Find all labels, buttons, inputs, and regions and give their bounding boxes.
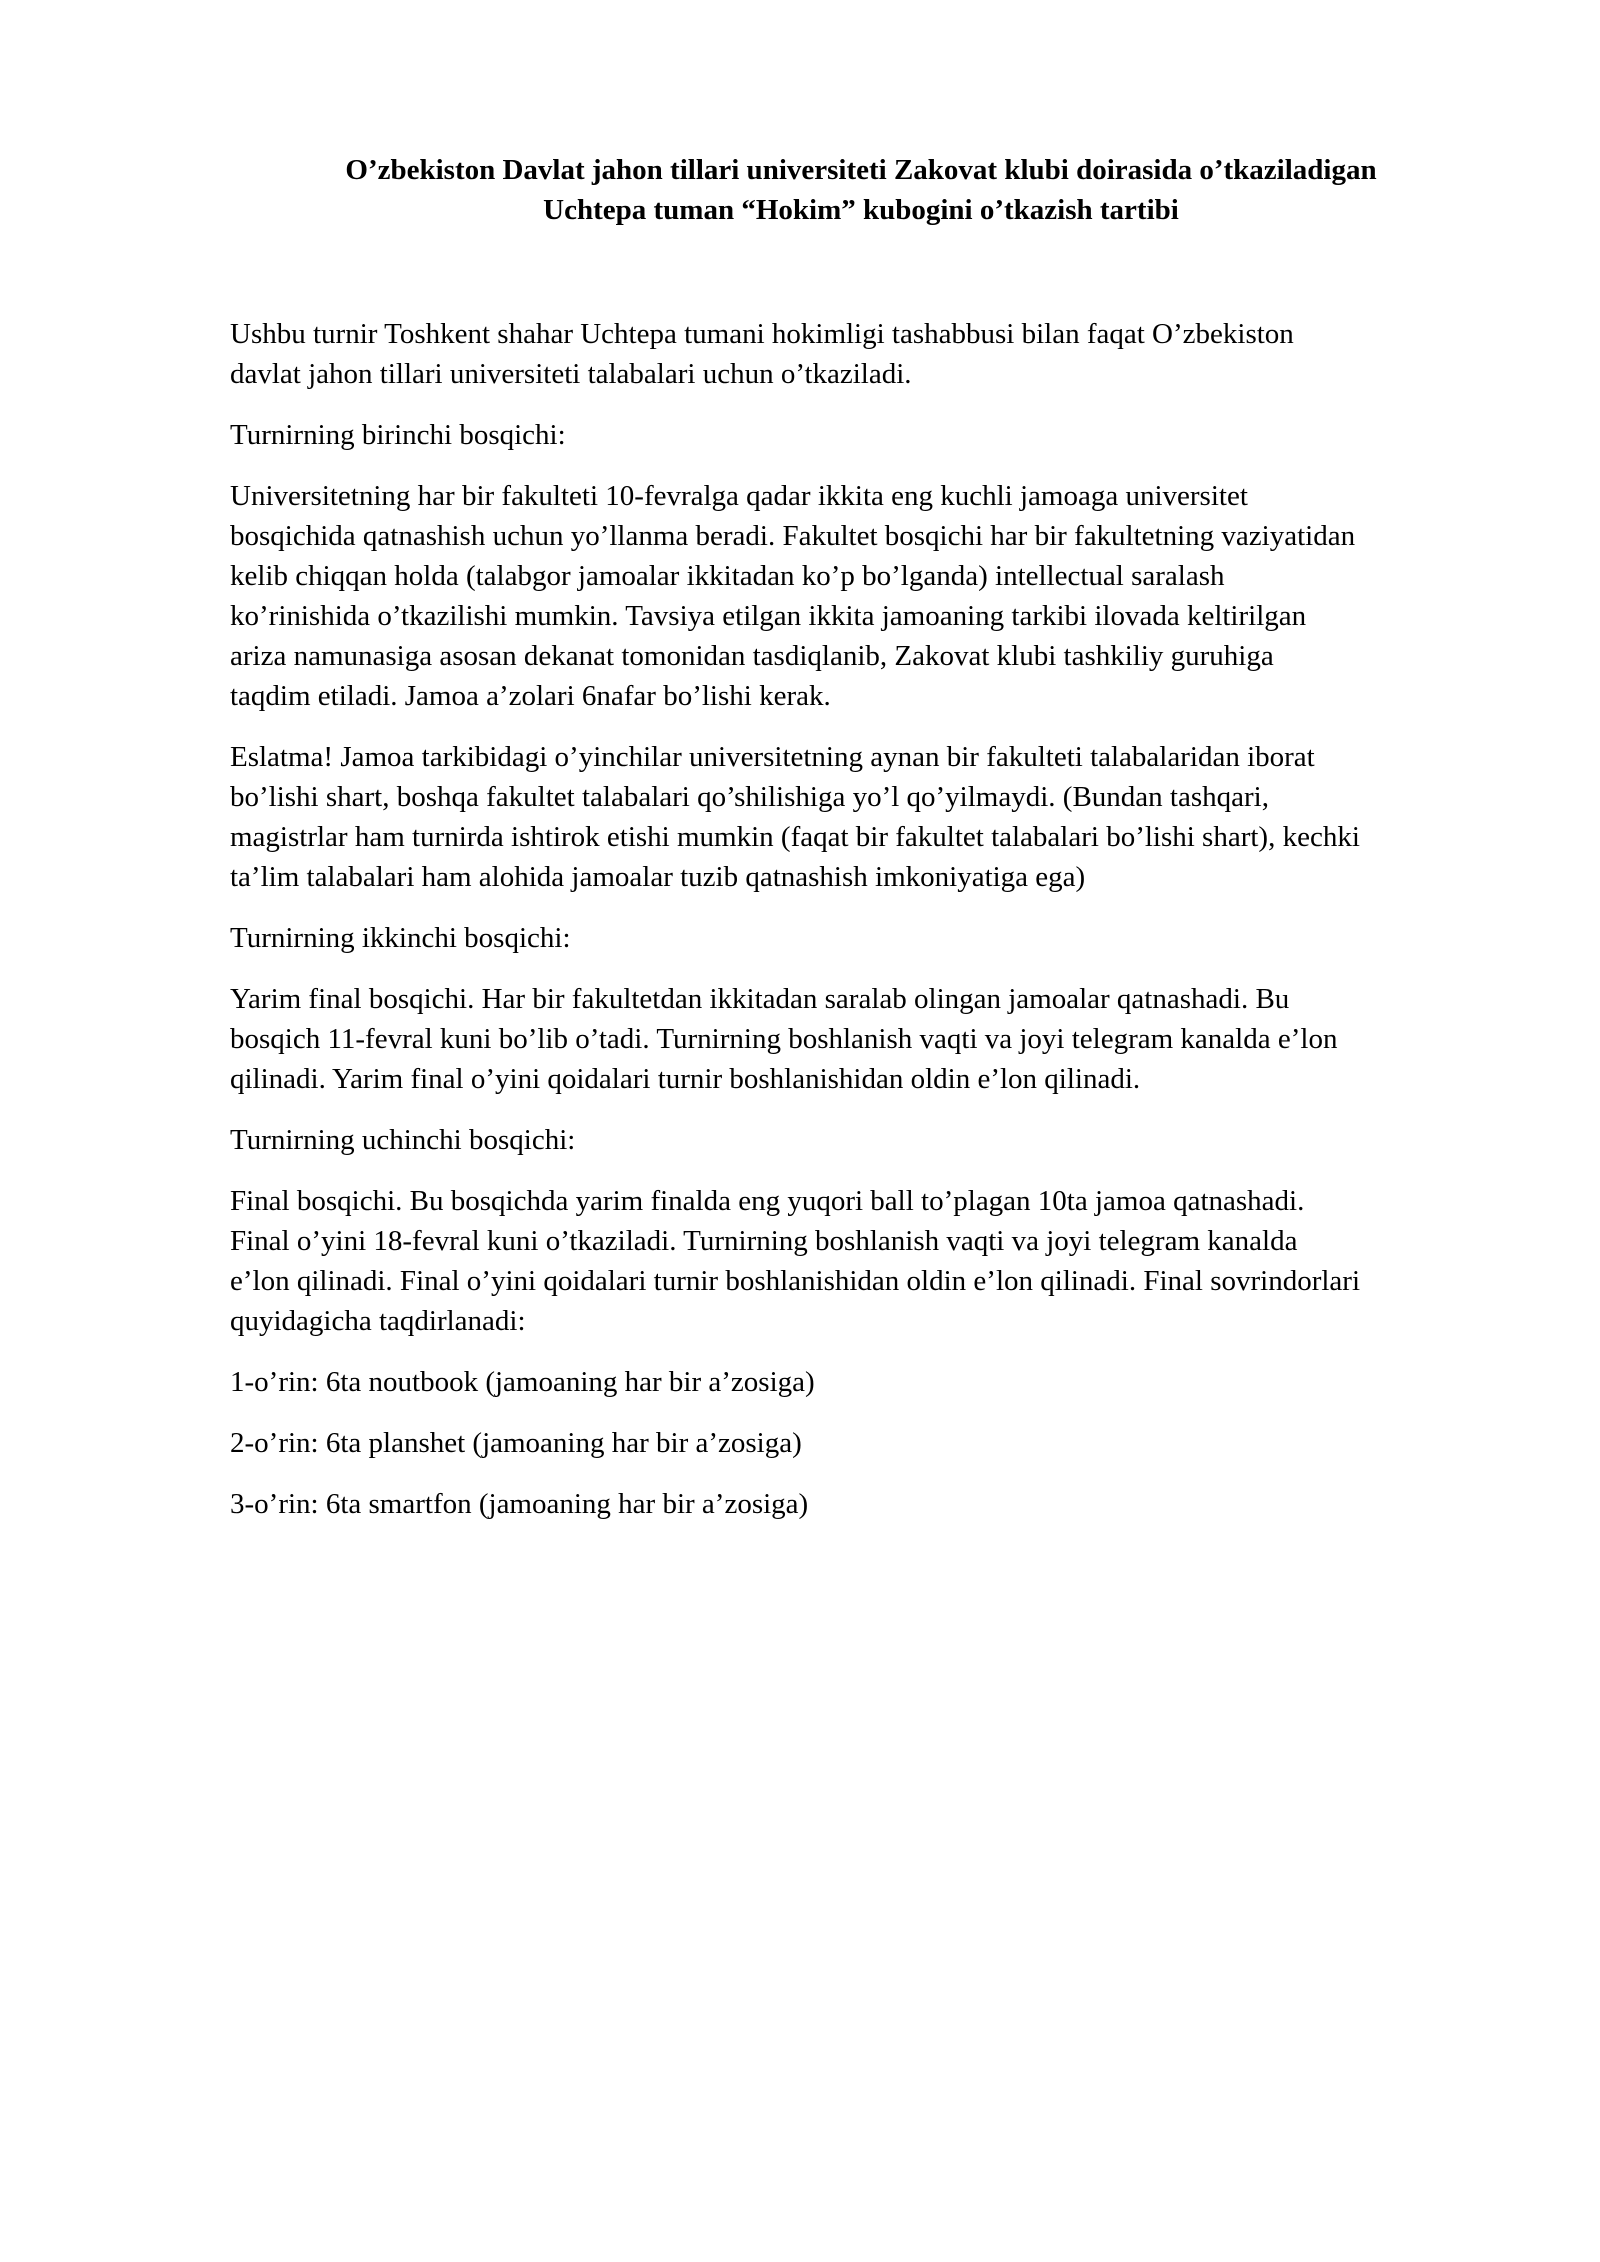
document-body [230,314,1492,1545]
text-line: Final o’yini 18-fevral kuni o’tkaziladi. Turnirning boshlanish vaqti va joyi telegram kanalda [230,1225,1298,1257]
text-line: qilinadi. Yarim final o’yini qoidalari turnir boshlanishidan oldin e’lon qilinadi. [230,1063,1141,1095]
paragraph [230,415,1492,455]
text-line: Yarim final bosqichi. Har bir fakultetdan ikkitadan saralab olingan jamoalar qatnashadi. Bu [230,983,1290,1015]
text-line: e’lon qilinadi. Final o’yini qoidalari turnir boshlanishidan oldin e’lon qilinadi. Final sovrindorlari [230,1265,1361,1297]
text-line: taqdim etiladi. Jamoa a’zolari 6nafar bo’lishi kerak. [230,680,831,712]
paragraph [230,476,1492,716]
text-line: ariza namunasiga asosan dekanat tomonidan tasdiqlanib, Zakovat klubi tashkiliy guruhiga [230,640,1274,672]
paragraph [230,979,1492,1099]
text-line: kelib chiqqan holda (talabgor jamoalar ikkitadan ko’p bo’lganda) intellectual saralash [230,560,1225,592]
text-line: magistrlar ham turnirda ishtirok etishi mumkin (faqat bir fakultet talabalari bo’lishi shart), kechki [230,821,1360,853]
paragraph [230,737,1492,897]
paragraph [230,314,1492,394]
title-line: O’zbekiston Davlat jahon tillari universiteti Zakovat klubi doirasida o’tkaziladigan [345,154,1377,186]
title-line: Uchtepa tuman “Hokim” kubogini o’tkazish tartibi [543,194,1179,226]
paragraph [230,918,1492,958]
document-title [230,150,1492,230]
text-line: ko’rinishida o’tkazilishi mumkin. Tavsiya etilgan ikkita jamoaning tarkibi ilovada keltirilgan [230,600,1307,632]
text-line: Final bosqichi. Bu bosqichda yarim finalda eng yuqori ball to’plagan 10ta jamoa qatnashadi. [230,1185,1305,1217]
paragraph [230,1181,1492,1341]
text-line: davlat jahon tillari universiteti talabalari uchun o’tkaziladi. [230,358,912,390]
text-line: Eslatma! Jamoa tarkibidagi o’yinchilar universitetning aynan bir fakulteti talabalaridan iborat [230,741,1315,773]
paragraph [230,1362,1492,1402]
text-line: Turnirning birinchi bosqichi: [230,419,566,451]
text-line: Universitetning har bir fakulteti 10-fevralga qadar ikkita eng kuchli jamoaga universitet [230,480,1248,512]
text-line: Turnirning ikkinchi bosqichi: [230,922,571,954]
text-line: Turnirning uchinchi bosqichi: [230,1124,576,1156]
text-line: bosqichida qatnashish uchun yo’llanma beradi. Fakultet bosqichi har bir fakultetning vaziyatidan [230,520,1356,552]
text-line: 2-o’rin: 6ta planshet (jamoaning har bir a’zosiga) [230,1427,802,1459]
text-line: Ushbu turnir Toshkent shahar Uchtepa tumani hokimligi tashabbusi bilan faqat O’zbekiston [230,318,1294,350]
paragraph [230,1120,1492,1160]
text-line: bosqich 11-fevral kuni bo’lib o’tadi. Turnirning boshlanish vaqti va joyi telegram kanalda e’lon [230,1023,1338,1055]
text-line: 3-o’rin: 6ta smartfon (jamoaning har bir a’zosiga) [230,1488,809,1520]
paragraph [230,1423,1492,1463]
paragraph [230,1484,1492,1524]
text-line: bo’lishi shart, boshqa fakultet talabalari qo’shilishiga yo’l qo’yilmaydi. (Bundan tashqari, [230,781,1269,813]
text-line: 1-o’rin: 6ta noutbook (jamoaning har bir a’zosiga) [230,1366,815,1398]
text-line: quyidagicha taqdirlanadi: [230,1305,526,1337]
text-line: ta’lim talabalari ham alohida jamoalar tuzib qatnashish imkoniyatiga ega) [230,861,1086,893]
